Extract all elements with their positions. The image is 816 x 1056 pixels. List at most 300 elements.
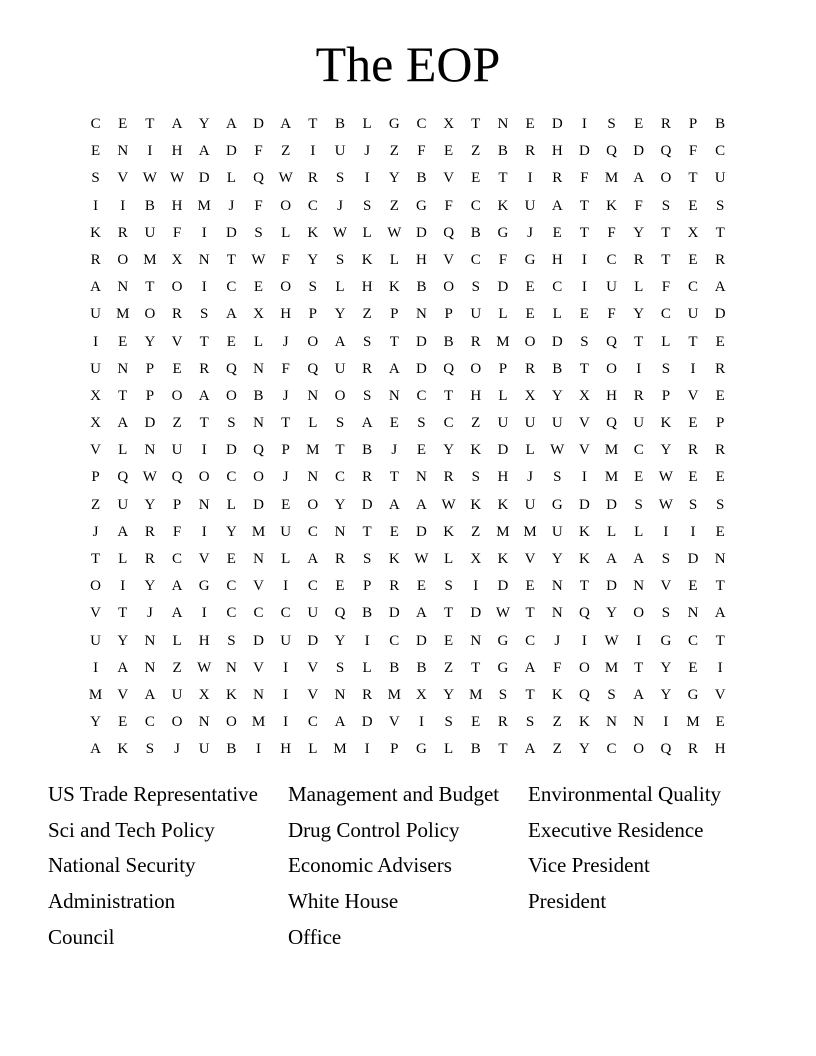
grid-letter: F — [172, 224, 182, 241]
grid-letter: C — [253, 605, 264, 622]
grid-letter: P — [91, 469, 100, 486]
grid-letter: E — [688, 251, 698, 268]
grid-letter: I — [473, 578, 479, 595]
grid-letter: Z — [552, 741, 562, 758]
grid-letter: E — [715, 714, 725, 731]
grid-letter: M — [387, 686, 401, 703]
grid-letter: A — [606, 551, 617, 567]
grid-letter: Q — [253, 170, 264, 187]
grid-letter: G — [524, 251, 536, 268]
grid-letter: I — [717, 659, 723, 676]
grid-letter: E — [688, 469, 698, 486]
grid-row — [82, 736, 734, 763]
grid-letter: S — [661, 605, 671, 622]
grid-letter: T — [389, 469, 399, 486]
grid-letter: A — [334, 333, 346, 350]
grid-letter: I — [256, 741, 262, 758]
grid-letter: A — [171, 605, 183, 622]
grid-letter: D — [714, 306, 726, 323]
grid-letter: E — [172, 360, 182, 377]
grid-letter: O — [307, 333, 319, 350]
grid-letter: T — [145, 116, 155, 132]
grid-letter: B — [416, 170, 427, 187]
grid-letter: C — [90, 116, 101, 132]
grid-letter: P — [498, 360, 508, 377]
grid-letter: R — [362, 469, 373, 486]
grid-letter: M — [333, 741, 347, 758]
grid-letter: Y — [660, 686, 672, 703]
grid-letter: H — [171, 143, 183, 160]
grid-letter: L — [525, 442, 535, 459]
grid-letter: P — [661, 387, 671, 404]
grid-letter: M — [197, 197, 211, 214]
grid-letter: I — [663, 523, 669, 540]
word-list-item: President — [528, 889, 607, 914]
grid-letter: X — [524, 387, 536, 404]
grid-letter: U — [524, 496, 536, 513]
grid-letter: U — [470, 306, 482, 323]
grid-letter: E — [634, 116, 644, 132]
grid-letter: C — [334, 469, 345, 486]
grid-letter: E — [90, 143, 101, 160]
grid-letter: T — [634, 659, 644, 676]
grid-letter: A — [225, 306, 237, 323]
grid-letter: Z — [471, 523, 481, 540]
grid-letter: N — [334, 686, 346, 703]
grid-letter: R — [715, 251, 726, 268]
grid-letter: Q — [225, 360, 237, 377]
grid-letter: C — [660, 306, 671, 323]
grid-letter: I — [93, 659, 99, 676]
grid-letter: U — [714, 170, 726, 187]
grid-letter: U — [280, 632, 292, 649]
word-list-item: Sci and Tech Policy — [48, 817, 215, 842]
grid-letter: U — [307, 605, 319, 622]
grid-letter: I — [93, 333, 99, 350]
grid-row — [82, 546, 734, 573]
grid-letter: N — [198, 251, 210, 268]
grid-letter: R — [497, 714, 508, 731]
grid-letter: D — [606, 496, 617, 513]
grid-letter: H — [606, 387, 617, 404]
grid-letter: Z — [172, 415, 182, 432]
grid-letter: F — [281, 251, 290, 268]
grid-letter: Y — [443, 686, 455, 703]
grid-letter: V — [198, 551, 210, 567]
grid-letter: P — [716, 415, 725, 432]
grid-letter: U — [280, 523, 292, 540]
grid-letter: O — [334, 387, 346, 404]
grid-letter: T — [715, 632, 725, 649]
grid-letter: A — [90, 741, 101, 758]
grid-letter: H — [361, 279, 373, 296]
grid-letter: F — [580, 170, 589, 187]
grid-letter: P — [362, 578, 372, 595]
grid-letter: A — [633, 686, 645, 703]
grid-letter: U — [633, 415, 645, 432]
grid-letter: L — [634, 523, 644, 540]
grid-letter: G — [551, 496, 563, 513]
grid-letter: O — [171, 714, 183, 731]
grid-letter: U — [524, 415, 536, 432]
grid-letter: R — [660, 116, 671, 132]
grid-letter: D — [253, 496, 264, 513]
grid-letter: Q — [660, 741, 672, 758]
grid-letter: A — [416, 496, 427, 513]
grid-letter: S — [471, 469, 480, 486]
grid-letter: P — [172, 496, 182, 513]
grid-letter: S — [444, 578, 453, 595]
grid-letter: C — [172, 551, 183, 567]
grid-letter: O — [198, 469, 210, 486]
grid-letter: Y — [198, 116, 210, 132]
grid-row — [82, 111, 734, 138]
grid-letter: S — [661, 197, 671, 214]
grid-letter: S — [661, 551, 671, 567]
grid-letter: Y — [225, 523, 237, 540]
grid-letter: S — [498, 686, 508, 703]
grid-letter: B — [416, 659, 427, 676]
grid-letter: Y — [334, 306, 346, 323]
grid-letter: N — [633, 714, 645, 731]
grid-letter: D — [225, 143, 237, 160]
grid-letter: V — [90, 605, 101, 622]
grid-letter: N — [388, 387, 400, 404]
grid-letter: W — [251, 251, 266, 268]
grid-letter: F — [444, 197, 453, 214]
grid-letter: I — [283, 686, 289, 703]
grid-letter: T — [579, 578, 589, 595]
grid-letter: Y — [606, 605, 617, 622]
grid-letter: E — [579, 306, 589, 323]
grid-letter: T — [498, 741, 508, 758]
grid-letter: L — [362, 659, 372, 676]
grid-letter: D — [578, 143, 590, 160]
grid-letter: R — [389, 578, 400, 595]
grid-letter: P — [145, 360, 155, 377]
grid-letter: N — [307, 469, 319, 486]
grid-letter: U — [334, 360, 346, 377]
grid-letter: S — [607, 686, 616, 703]
grid-letter: U — [90, 632, 101, 649]
grid-letter: L — [281, 224, 291, 241]
grid-letter: A — [225, 116, 237, 132]
grid-letter: I — [201, 605, 207, 622]
grid-letter: I — [418, 714, 424, 731]
grid-letter: Q — [334, 605, 346, 622]
grid-letter: J — [337, 197, 343, 214]
grid-letter: A — [633, 551, 645, 567]
grid-letter: R — [633, 387, 644, 404]
grid-row — [82, 600, 734, 627]
grid-letter: D — [416, 523, 427, 540]
grid-letter: S — [227, 632, 236, 649]
grid-letter: N — [117, 360, 129, 377]
grid-letter: E — [444, 632, 454, 649]
grid-letter: Y — [334, 496, 346, 513]
grid-letter: Z — [389, 143, 399, 160]
grid-letter: M — [116, 306, 130, 323]
grid-letter: R — [172, 306, 183, 323]
grid-letter: W — [658, 496, 673, 513]
grid-letter: X — [253, 306, 264, 323]
grid-letter: L — [389, 251, 399, 268]
grid-letter: I — [581, 116, 587, 132]
grid-letter: L — [253, 333, 264, 350]
grid-letter: U — [687, 306, 699, 323]
grid-letter: O — [144, 306, 156, 323]
grid-row — [82, 329, 734, 356]
grid-letter: X — [198, 686, 210, 703]
grid-letter: E — [634, 469, 644, 486]
grid-letter: N — [551, 605, 563, 622]
grid-letter: R — [144, 523, 155, 540]
grid-letter: F — [254, 197, 263, 214]
grid-letter: J — [228, 197, 235, 214]
grid-letter: L — [444, 741, 454, 758]
grid-row — [82, 437, 734, 464]
grid-letter: O — [633, 605, 645, 622]
grid-letter: I — [201, 442, 207, 459]
grid-letter: N — [253, 686, 264, 703]
grid-letter: L — [172, 632, 182, 649]
grid-letter: M — [143, 251, 157, 268]
grid-letter: R — [362, 360, 373, 377]
grid-letter: L — [498, 306, 508, 323]
grid-letter: O — [280, 197, 292, 214]
grid-letter: O — [171, 279, 183, 296]
grid-letter: A — [198, 387, 210, 404]
grid-letter: C — [307, 523, 318, 540]
grid-letter: C — [552, 279, 563, 296]
grid-letter: B — [362, 605, 373, 622]
grid-letter: J — [527, 469, 533, 486]
grid-letter: Z — [389, 197, 399, 214]
grid-letter: R — [470, 333, 481, 350]
grid-letter: D — [225, 224, 237, 241]
grid-letter: E — [416, 578, 427, 595]
grid-letter: F — [553, 659, 562, 676]
grid-row — [82, 274, 734, 301]
grid-letter: O — [280, 279, 292, 296]
grid-letter: O — [225, 714, 237, 731]
grid-letter: J — [282, 387, 289, 404]
grid-letter: A — [714, 605, 726, 622]
grid-row — [82, 247, 734, 274]
grid-letter: Y — [334, 632, 346, 649]
grid-letter: S — [91, 170, 100, 187]
grid-letter: T — [444, 387, 454, 404]
grid-letter: K — [90, 224, 101, 241]
grid-letter: S — [362, 551, 372, 567]
grid-letter: E — [471, 170, 481, 187]
grid-letter: I — [364, 741, 370, 758]
grid-letter: S — [553, 469, 562, 486]
letter-grid — [82, 111, 734, 764]
grid-letter: N — [307, 387, 319, 404]
grid-letter: N — [117, 279, 129, 296]
grid-letter: S — [417, 415, 426, 432]
grid-letter: G — [416, 741, 427, 758]
grid-letter: K — [443, 523, 455, 540]
grid-letter: R — [443, 469, 454, 486]
grid-letter: O — [578, 659, 590, 676]
grid-letter: J — [527, 224, 533, 241]
grid-row — [82, 220, 734, 247]
grid-letter: D — [497, 279, 509, 296]
grid-letter: M — [604, 442, 619, 459]
grid-letter: I — [636, 360, 642, 377]
grid-letter: B — [362, 442, 373, 459]
grid-letter: O — [660, 170, 672, 187]
grid-letter: I — [201, 279, 207, 296]
grid-letter: E — [715, 469, 725, 486]
grid-letter: D — [470, 605, 482, 622]
grid-letter: U — [144, 224, 156, 241]
grid-letter: M — [496, 333, 510, 350]
grid-letter: M — [604, 170, 619, 187]
grid-letter: R — [525, 360, 536, 377]
word-list — [48, 780, 768, 958]
grid-letter: T — [579, 224, 589, 241]
grid-letter: I — [581, 279, 587, 296]
grid-letter: M — [604, 469, 619, 486]
grid-letter: H — [280, 741, 292, 758]
grid-letter: R — [362, 686, 373, 703]
grid-letter: E — [281, 496, 291, 513]
grid-letter: R — [552, 170, 563, 187]
grid-row — [82, 464, 734, 491]
grid-letter: A — [633, 170, 645, 187]
grid-letter: K — [470, 496, 482, 513]
grid-letter: O — [606, 360, 617, 377]
grid-letter: N — [334, 523, 346, 540]
grid-letter: X — [578, 387, 590, 404]
grid-letter: I — [283, 714, 289, 731]
grid-letter: M — [469, 686, 483, 703]
grid-letter: S — [362, 387, 372, 404]
grid-letter: N — [198, 496, 210, 513]
grid-letter: U — [551, 415, 563, 432]
grid-letter: A — [117, 659, 129, 676]
grid-letter: P — [688, 116, 698, 132]
grid-letter: S — [716, 197, 725, 214]
grid-letter: Z — [281, 143, 291, 160]
grid-letter: L — [634, 279, 644, 296]
grid-letter: L — [552, 306, 562, 323]
grid-row — [82, 383, 734, 410]
grid-letter: I — [147, 143, 153, 160]
grid-letter: T — [688, 170, 698, 187]
grid-letter: S — [362, 197, 372, 214]
grid-letter: A — [117, 523, 129, 540]
grid-letter: Q — [443, 360, 455, 377]
grid-letter: R — [334, 551, 345, 567]
grid-letter: A — [171, 116, 183, 132]
grid-letter: W — [278, 170, 293, 187]
grid-letter: E — [118, 333, 128, 350]
grid-letter: E — [389, 523, 399, 540]
grid-letter: I — [663, 714, 669, 731]
grid-letter: N — [225, 659, 237, 676]
grid-letter: U — [90, 360, 101, 377]
grid-letter: S — [335, 415, 345, 432]
grid-letter: T — [118, 605, 128, 622]
grid-letter: S — [335, 251, 345, 268]
grid-letter: O — [307, 496, 319, 513]
grid-letter: T — [661, 224, 671, 241]
grid-letter: R — [688, 741, 699, 758]
grid-letter: I — [283, 659, 289, 676]
grid-letter: W — [142, 170, 157, 187]
grid-letter: O — [633, 741, 645, 758]
grid-letter: I — [690, 523, 696, 540]
grid-letter: J — [554, 632, 561, 649]
grid-letter: X — [443, 116, 455, 132]
grid-letter: S — [661, 360, 671, 377]
grid-letter: D — [551, 116, 563, 132]
grid-letter: T — [335, 442, 345, 459]
grid-letter: Z — [471, 415, 481, 432]
grid-letter: G — [198, 578, 210, 595]
grid-letter: Q — [578, 605, 590, 622]
grid-letter: A — [714, 279, 726, 296]
grid-letter: D — [198, 170, 210, 187]
word-list-item: National Security — [48, 853, 196, 878]
grid-letter: Y — [144, 578, 156, 595]
grid-letter: A — [388, 496, 400, 513]
grid-letter: S — [525, 714, 535, 731]
grid-letter: B — [226, 741, 237, 758]
word-list-item: Vice President — [528, 853, 650, 878]
grid-row — [82, 519, 734, 546]
grid-letter: T — [389, 333, 399, 350]
grid-letter: X — [470, 551, 482, 567]
grid-letter: G — [687, 686, 699, 703]
grid-letter: U — [334, 143, 346, 160]
grid-letter: Y — [307, 251, 319, 268]
grid-letter: I — [364, 170, 370, 187]
grid-letter: C — [307, 578, 318, 595]
grid-letter: M — [686, 714, 700, 731]
grid-letter: T — [308, 116, 318, 132]
grid-letter: O — [443, 279, 455, 296]
grid-letter: D — [361, 496, 373, 513]
grid-letter: D — [606, 578, 617, 595]
grid-letter: D — [416, 360, 427, 377]
grid-letter: M — [88, 686, 103, 703]
grid-letter: Z — [444, 659, 454, 676]
grid-letter: K — [117, 741, 129, 758]
grid-letter: V — [443, 170, 455, 187]
word-list-item: Administration — [48, 889, 176, 914]
grid-letter: V — [117, 686, 129, 703]
grid-letter: N — [551, 578, 563, 595]
grid-letter: K — [470, 442, 482, 459]
grid-letter: S — [254, 224, 263, 241]
grid-row — [82, 573, 734, 600]
grid-letter: L — [498, 387, 508, 404]
grid-letter: U — [117, 496, 129, 513]
grid-letter: C — [416, 116, 427, 132]
grid-letter: N — [144, 659, 156, 676]
grid-letter: A — [388, 360, 400, 377]
grid-letter: B — [253, 387, 264, 404]
grid-letter: O — [253, 469, 264, 486]
grid-letter: S — [716, 496, 725, 513]
grid-letter: F — [607, 306, 616, 323]
grid-letter: L — [226, 170, 236, 187]
